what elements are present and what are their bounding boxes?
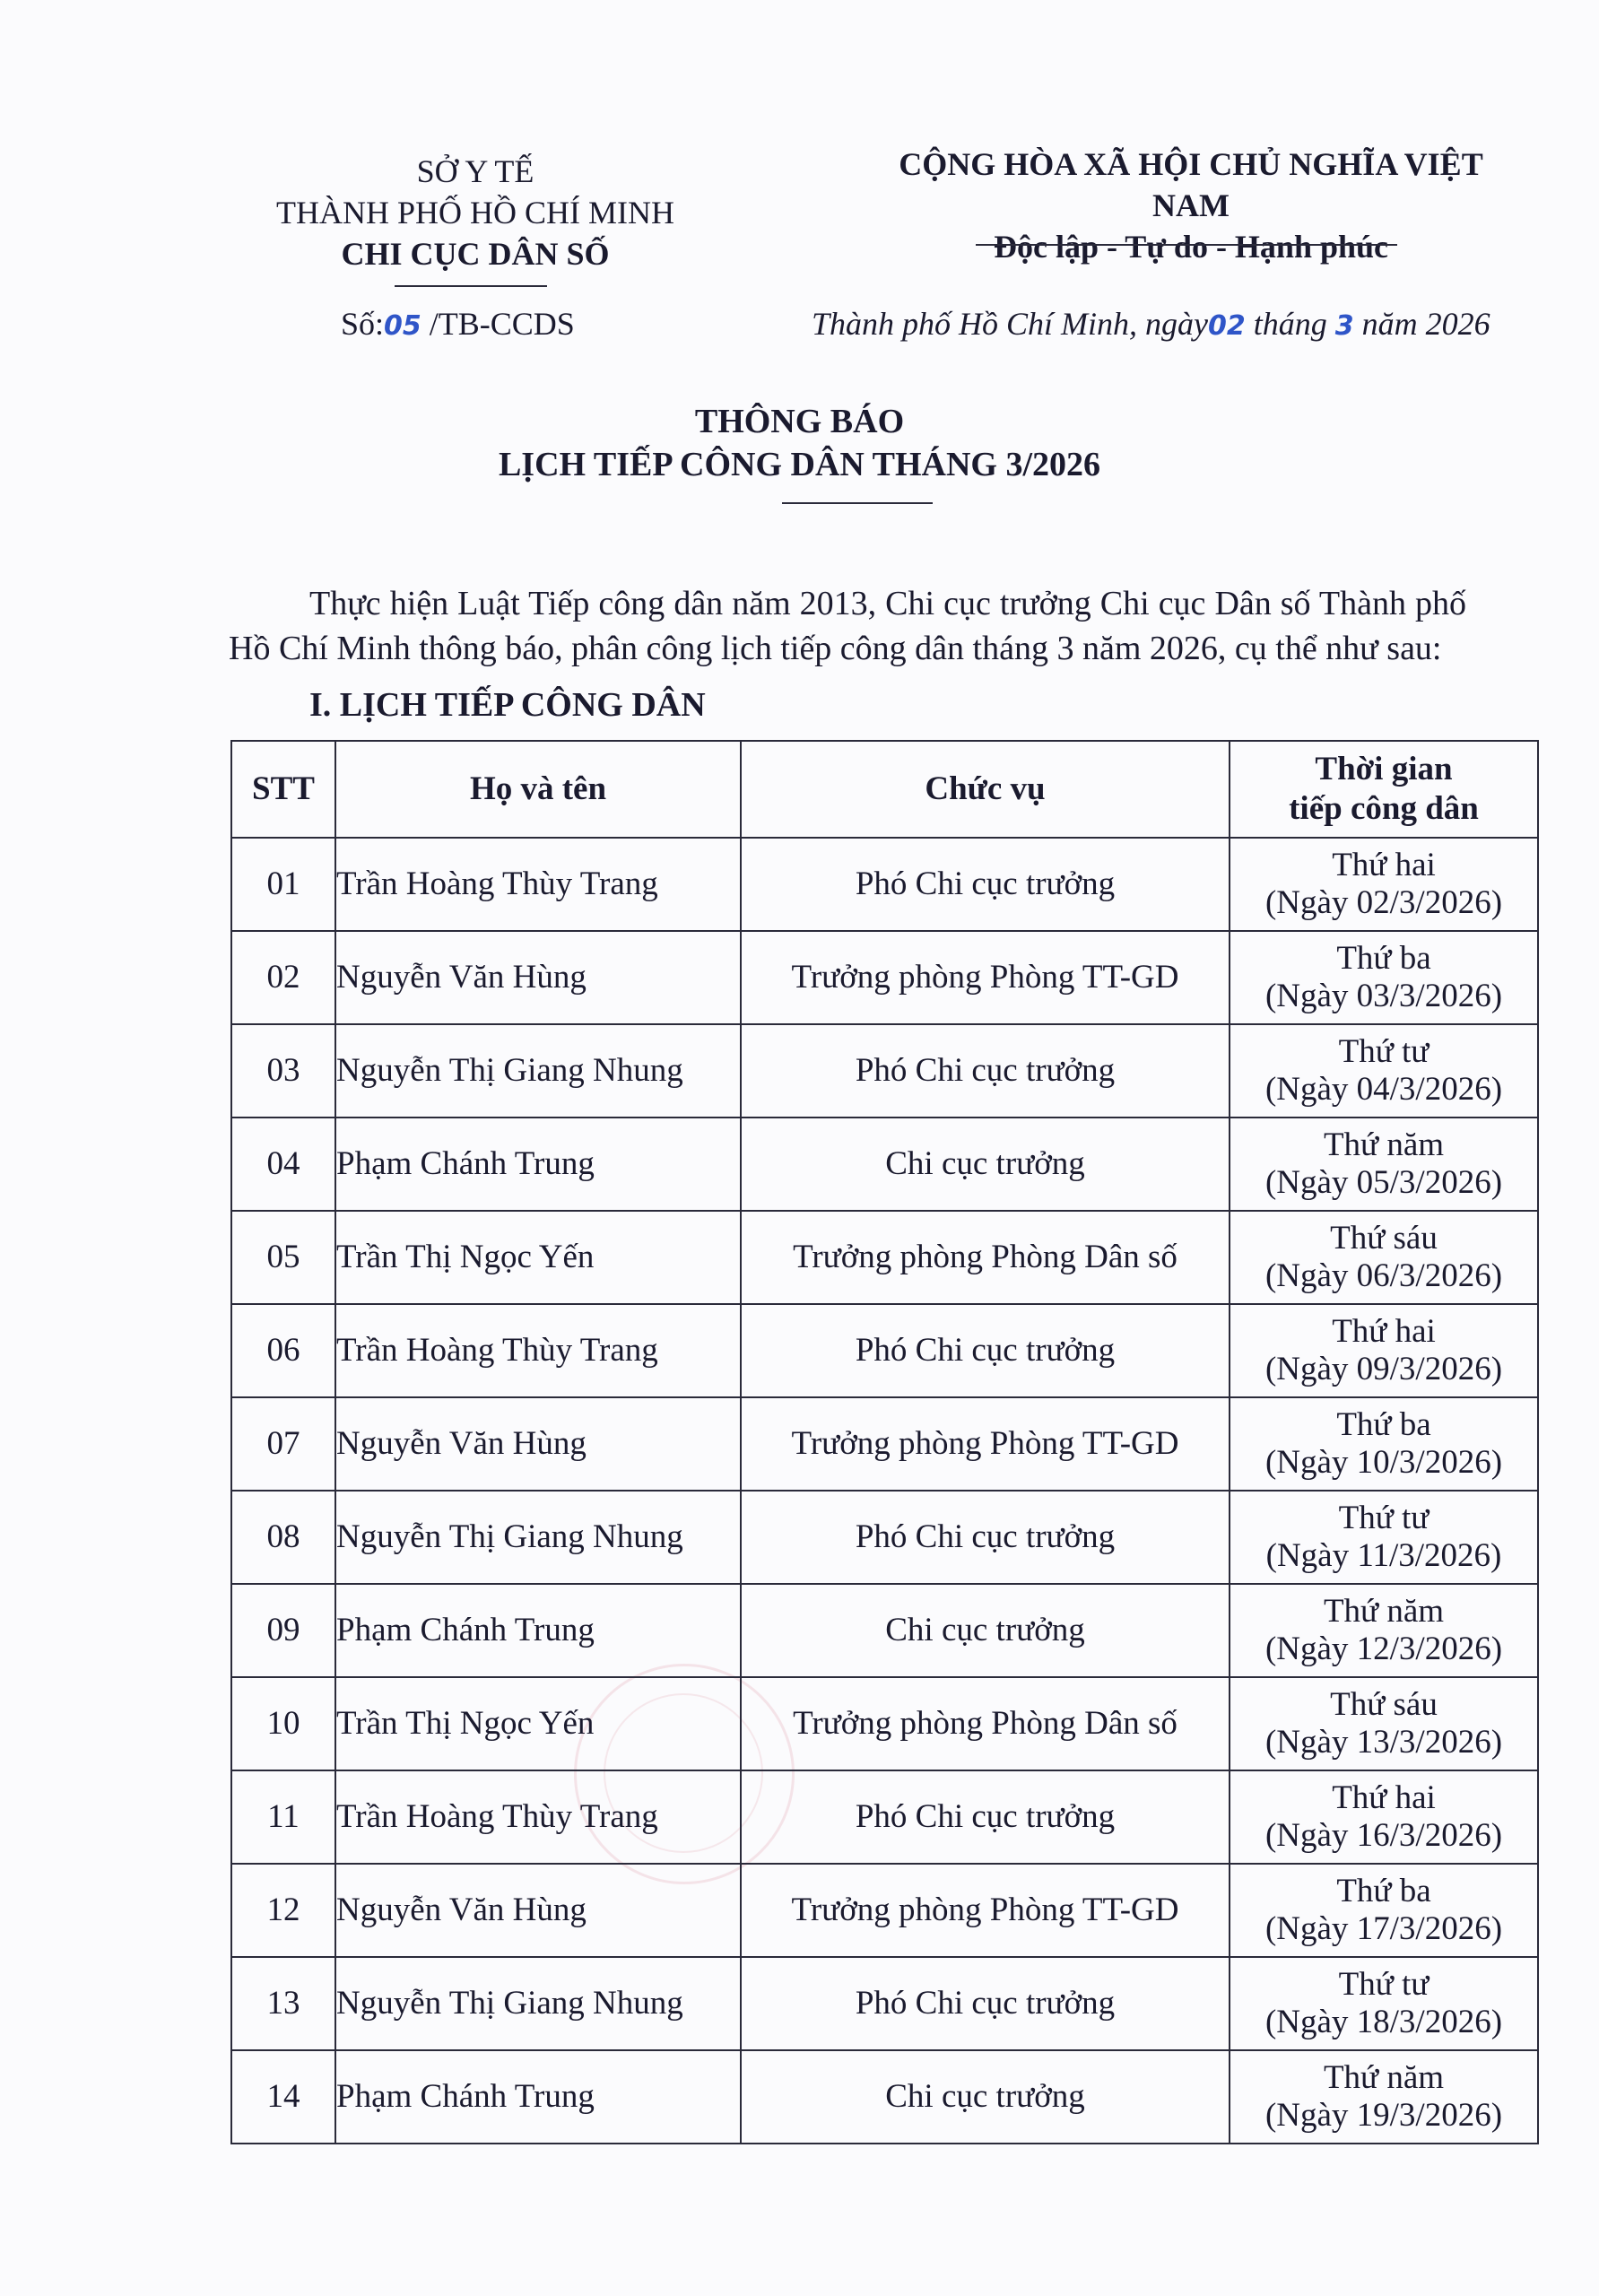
date-year: năm 2026 <box>1353 306 1490 342</box>
agency-city: THÀNH PHỐ HỒ CHÍ MINH <box>276 195 674 230</box>
document-number-prefix: Số: <box>341 306 385 342</box>
table-row <box>231 1957 1538 2050</box>
document-title <box>0 400 1599 486</box>
table-row <box>231 1584 1538 1677</box>
cell-date: (Ngày 06/3/2026) <box>1264 1257 1503 1294</box>
cell-position: Phó Chi cục trưởng <box>741 1024 1230 1118</box>
cell-time <box>1230 1584 1538 1677</box>
cell-name: Phạm Chánh Trung <box>335 1584 741 1677</box>
cell-time <box>1230 1397 1538 1491</box>
cell-position: Chi cục trưởng <box>741 2050 1230 2144</box>
table-row <box>231 1118 1538 1211</box>
cell-position: Trưởng phòng Phòng Dân số <box>741 1211 1230 1304</box>
cell-stt: 03 <box>231 1024 335 1118</box>
national-motto: Độc lập - Tự do - Hạnh phúc <box>993 229 1389 265</box>
cell-position: Trưởng phòng Phòng TT-GD <box>741 1864 1230 1957</box>
agency-department: SỞ Y TẾ <box>416 153 534 189</box>
cell-position: Phó Chi cục trưởng <box>741 1491 1230 1584</box>
cell-date: (Ngày 13/3/2026) <box>1264 1724 1503 1761</box>
cell-time <box>1230 1770 1538 1864</box>
cell-weekday: Thứ tư <box>1338 1966 1430 2003</box>
cell-weekday: Thứ ba <box>1336 1873 1431 1909</box>
document-number-suffix: /TB-CCDS <box>421 306 575 342</box>
header-time-line-2: tiếp công dân <box>1289 790 1479 827</box>
date-place: Thành phố Hồ Chí Minh, ngày <box>812 306 1209 342</box>
cell-name: Nguyễn Thị Giang Nhung <box>335 1024 741 1118</box>
cell-name: Trần Thị Ngọc Yến <box>335 1677 741 1770</box>
section-heading: I. LỊCH TIẾP CÔNG DÂN <box>309 686 706 724</box>
table-header-row <box>231 741 1538 838</box>
schedule-table <box>230 740 1539 2144</box>
cell-date: (Ngày 04/3/2026) <box>1264 1071 1503 1108</box>
cell-position: Phó Chi cục trưởng <box>741 1957 1230 2050</box>
cell-weekday: Thứ tư <box>1338 1033 1430 1070</box>
cell-weekday: Thứ hai <box>1332 1779 1436 1816</box>
cell-name: Nguyễn Thị Giang Nhung <box>335 1491 741 1584</box>
cell-stt: 06 <box>231 1304 335 1397</box>
table-row <box>231 1024 1538 1118</box>
table-row <box>231 1491 1538 1584</box>
national-title: CỘNG HÒA XÃ HỘI CHỦ NGHĨA VIỆT NAM <box>899 146 1483 223</box>
cell-weekday: Thứ tư <box>1338 1500 1430 1536</box>
cell-position: Trưởng phòng Phòng TT-GD <box>741 1397 1230 1491</box>
header-stt: STT <box>231 741 335 838</box>
cell-date: (Ngày 12/3/2026) <box>1264 1631 1503 1667</box>
cell-weekday: Thứ sáu <box>1330 1220 1438 1257</box>
cell-name: Trần Hoàng Thùy Trang <box>335 1770 741 1864</box>
cell-name: Phạm Chánh Trung <box>335 2050 741 2144</box>
cell-position: Phó Chi cục trưởng <box>741 1304 1230 1397</box>
cell-time <box>1230 1118 1538 1211</box>
cell-name: Nguyễn Văn Hùng <box>335 931 741 1024</box>
cell-date: (Ngày 19/3/2026) <box>1264 2097 1503 2134</box>
cell-weekday: Thứ sáu <box>1330 1686 1438 1723</box>
cell-position: Trưởng phòng Phòng Dân số <box>741 1677 1230 1770</box>
cell-name: Nguyễn Thị Giang Nhung <box>335 1957 741 2050</box>
cell-name: Phạm Chánh Trung <box>335 1118 741 1211</box>
document-date <box>812 303 1547 347</box>
cell-position: Chi cục trưởng <box>741 1118 1230 1211</box>
cell-stt: 04 <box>231 1118 335 1211</box>
cell-time <box>1230 1677 1538 1770</box>
cell-date: (Ngày 03/3/2026) <box>1264 978 1503 1014</box>
cell-stt: 08 <box>231 1491 335 1584</box>
cell-date: (Ngày 18/3/2026) <box>1264 2004 1503 2040</box>
intro-paragraph <box>229 581 1466 671</box>
table-row <box>231 838 1538 931</box>
cell-stt: 01 <box>231 838 335 931</box>
cell-stt: 10 <box>231 1677 335 1770</box>
table-row <box>231 1770 1538 1864</box>
title-underline <box>782 502 933 504</box>
table-row <box>231 2050 1538 2144</box>
agency-underline <box>395 285 547 287</box>
cell-weekday: Thứ năm <box>1323 2059 1445 2096</box>
cell-date: (Ngày 16/3/2026) <box>1264 1817 1503 1854</box>
table-row <box>231 1864 1538 1957</box>
national-header-block <box>868 144 1514 267</box>
cell-weekday: Thứ ba <box>1336 940 1431 977</box>
cell-time <box>1230 1024 1538 1118</box>
date-day-handwritten: 02 <box>1208 310 1246 342</box>
table-row <box>231 1211 1538 1304</box>
cell-time <box>1230 2050 1538 2144</box>
cell-time <box>1230 1211 1538 1304</box>
cell-time <box>1230 838 1538 931</box>
cell-weekday: Thứ hai <box>1332 1313 1436 1350</box>
cell-stt: 11 <box>231 1770 335 1864</box>
title-line-2: LỊCH TIẾP CÔNG DÂN THÁNG 3/2026 <box>498 446 1101 483</box>
cell-time <box>1230 1864 1538 1957</box>
title-line-1: THÔNG BÁO <box>694 403 905 440</box>
cell-date: (Ngày 02/3/2026) <box>1264 884 1503 921</box>
table-row <box>231 1304 1538 1397</box>
table-row <box>231 1397 1538 1491</box>
cell-stt: 07 <box>231 1397 335 1491</box>
cell-stt: 02 <box>231 931 335 1024</box>
cell-name: Nguyễn Văn Hùng <box>335 1397 741 1491</box>
motto-underline <box>976 244 1397 246</box>
issuing-agency-block <box>256 151 695 274</box>
cell-name: Trần Thị Ngọc Yến <box>335 1211 741 1304</box>
cell-name: Nguyễn Văn Hùng <box>335 1864 741 1957</box>
header-time <box>1230 741 1538 838</box>
cell-position: Chi cục trưởng <box>741 1584 1230 1677</box>
cell-position: Phó Chi cục trưởng <box>741 838 1230 931</box>
cell-stt: 13 <box>231 1957 335 2050</box>
date-month-handwritten: 3 <box>1334 310 1354 342</box>
cell-weekday: Thứ năm <box>1323 1593 1445 1630</box>
table-row <box>231 1677 1538 1770</box>
cell-date: (Ngày 11/3/2026) <box>1265 1537 1502 1574</box>
cell-time <box>1230 1957 1538 2050</box>
cell-date: (Ngày 17/3/2026) <box>1264 1910 1503 1947</box>
cell-position: Phó Chi cục trưởng <box>741 1770 1230 1864</box>
cell-position: Trưởng phòng Phòng TT-GD <box>741 931 1230 1024</box>
cell-time <box>1230 1491 1538 1584</box>
cell-name: Trần Hoàng Thùy Trang <box>335 1304 741 1397</box>
cell-stt: 14 <box>231 2050 335 2144</box>
cell-time <box>1230 1304 1538 1397</box>
agency-name: CHI CỤC DÂN SỐ <box>341 236 610 272</box>
cell-stt: 09 <box>231 1584 335 1677</box>
cell-weekday: Thứ hai <box>1332 847 1436 883</box>
date-month-label: tháng <box>1245 306 1335 342</box>
cell-stt: 12 <box>231 1864 335 1957</box>
header-name: Họ và tên <box>335 741 741 838</box>
document-number-handwritten: 05 <box>384 310 421 342</box>
cell-time <box>1230 931 1538 1024</box>
cell-name: Trần Hoàng Thùy Trang <box>335 838 741 931</box>
cell-date: (Ngày 09/3/2026) <box>1264 1351 1503 1387</box>
document-number <box>341 303 700 347</box>
table-row <box>231 931 1538 1024</box>
header-time-line-1: Thời gian <box>1315 751 1453 787</box>
cell-stt: 05 <box>231 1211 335 1304</box>
header-position: Chức vụ <box>741 741 1230 838</box>
cell-weekday: Thứ ba <box>1336 1406 1431 1443</box>
intro-text: Thực hiện Luật Tiếp công dân năm 2013, Chi cục trưởng Chi cục Dân số Thành phố Hồ Chí Minh thông báo, phân công lịch tiếp công dân tháng 3 năm 2026, cụ thể như sau: <box>229 585 1466 667</box>
cell-date: (Ngày 05/3/2026) <box>1264 1164 1503 1201</box>
cell-date: (Ngày 10/3/2026) <box>1264 1444 1503 1481</box>
cell-weekday: Thứ năm <box>1323 1126 1445 1163</box>
